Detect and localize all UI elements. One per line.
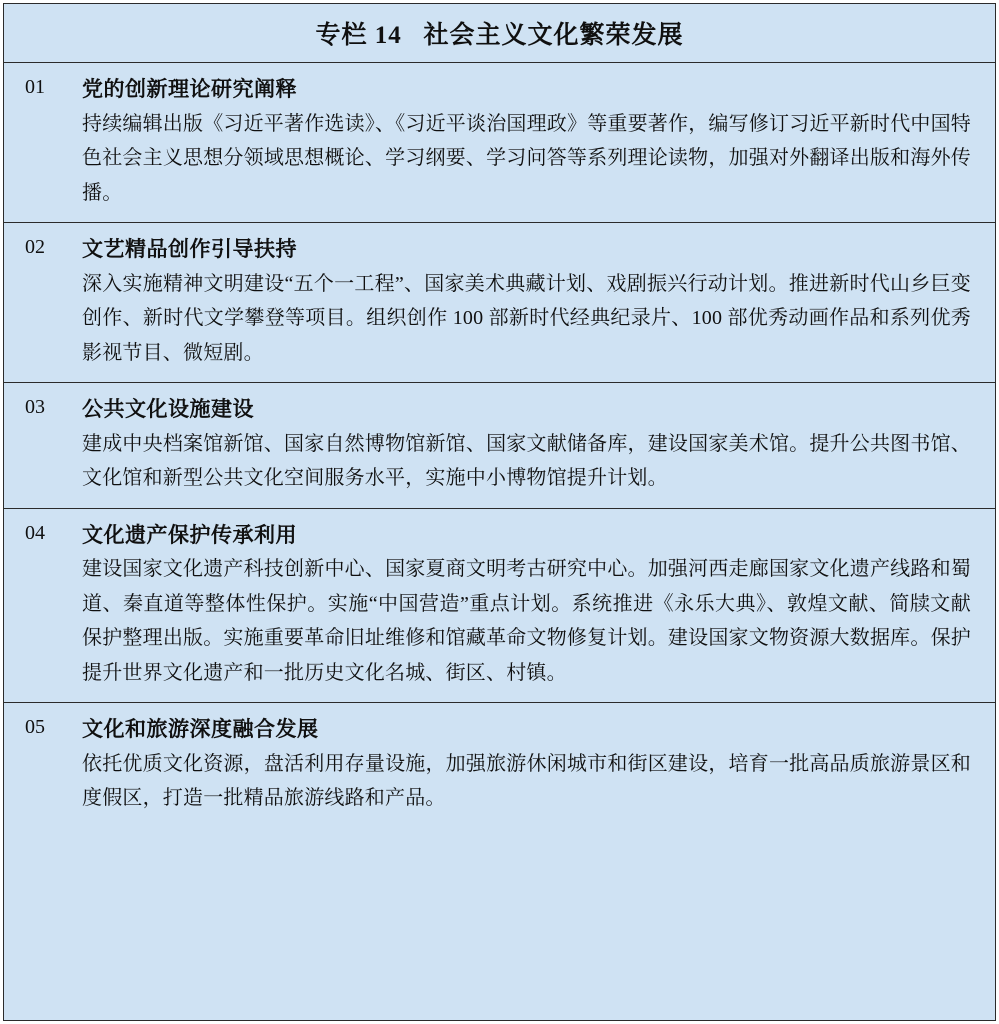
item-list: [4, 63, 995, 1020]
list-item: [4, 703, 995, 828]
item-title: 文艺精品创作引导扶持: [82, 236, 297, 261]
item-number: 05: [25, 715, 45, 738]
item-number: 02: [25, 235, 45, 258]
item-content: [66, 509, 995, 702]
item-body: 持续编辑出版《习近平著作选读》、《习近平谈治国理政》等重要著作，编写修订习近平新时代中国特色社会主义思想分领域思想概论、学习纲要、学习问答等系列理论读物，加强对外翻译出版和海外传播。: [82, 112, 971, 204]
list-item: [4, 383, 995, 509]
item-number: 04: [25, 521, 45, 544]
item-number: 03: [25, 395, 45, 418]
item-body: 依托优质文化资源，盘活利用存量设施，加强旅游休闲城市和街区建设，培育一批高品质旅游景区和度假区，打造一批精品旅游线路和产品。: [82, 752, 971, 810]
item-title: 党的创新理论研究阐释: [82, 77, 297, 101]
panel-title: 专栏 14 社会主义文化繁荣发展: [315, 22, 684, 49]
item-content: [66, 63, 995, 222]
item-title: 文化遗产保护传承利用: [82, 522, 297, 547]
item-body: 建设国家文化遗产科技创新中心、国家夏商文明考古研究中心。加强河西走廊国家文化遗产线路和蜀道、秦直道等整体性保护。实施“中国营造”重点计划。系统推进《永乐大典》、敦煌文献、简牍文献保护整理出版。实施重要革命旧址维修和馆藏革命文物修复计划。建设国家文物资源大数据库。保护提升世界文化遗产和一批历史文化名城、街区、村镇。: [82, 558, 971, 684]
list-item: [4, 223, 995, 383]
item-number: 01: [25, 76, 45, 98]
list-item: [4, 63, 995, 223]
item-body: 建成中央档案馆新馆、国家自然博物馆新馆、国家文献储备库，建设国家美术馆。提升公共图书馆、文化馆和新型公共文化空间服务水平，实施中小博物馆提升计划。: [82, 432, 971, 490]
item-body: 深入实施精神文明建设“五个一工程”、国家美术典藏计划、戏剧振兴行动计划。推进新时代山乡巨变创作、新时代文学攀登等项目。组织创作 100 部新时代经典纪录片、100 部优秀动画作品和系列优秀影视节目、微短剧。: [82, 272, 971, 364]
panel-title-bar: [4, 4, 995, 63]
item-content: [66, 383, 995, 508]
item-title: 公共文化设施建设: [82, 396, 254, 421]
item-title: 文化和旅游深度融合发展: [82, 716, 319, 741]
item-content: [66, 223, 995, 382]
item-content: [66, 703, 995, 828]
feature-box: [3, 3, 996, 1021]
list-item: [4, 509, 995, 703]
